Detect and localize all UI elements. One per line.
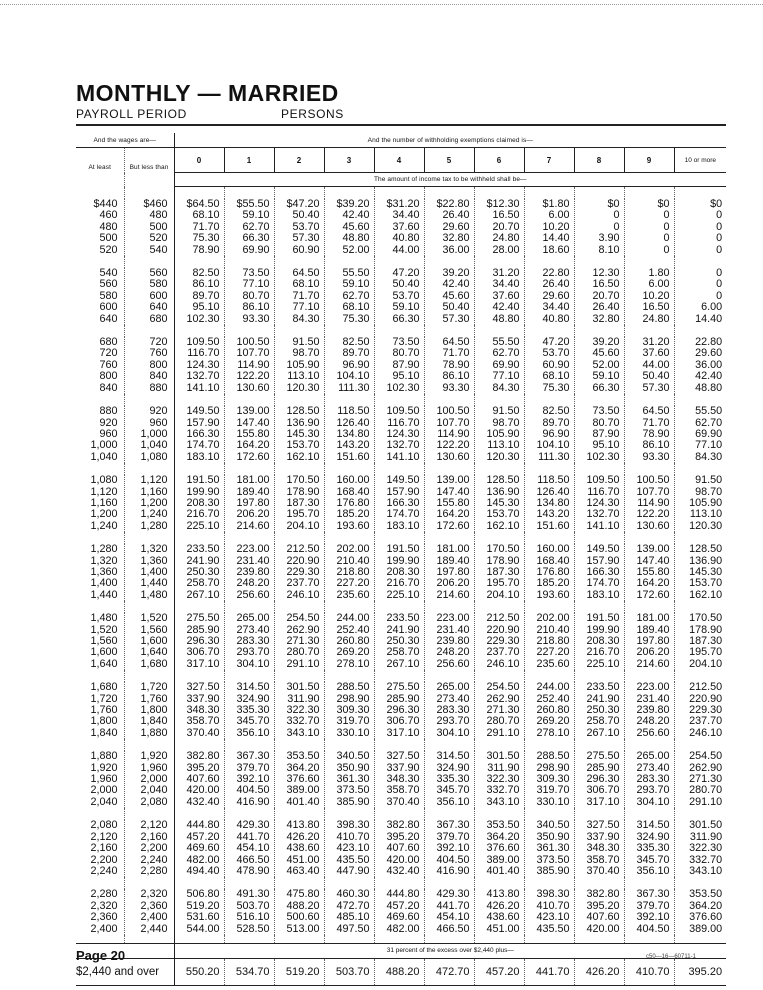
over-value-cell: 519.20 (274, 958, 324, 985)
tax-amount-cell: 202.00 210.40 218.80 227.20 235.60 (324, 544, 374, 601)
wage-less-than: 720 760 800 840 880 (124, 337, 174, 394)
tax-amount-cell: 413.80 426.20 438.60 451.00 (474, 889, 524, 935)
wage-at-least: 540 560 580 600 640 (99, 267, 118, 325)
amount-header: The amount of income tax to be withheld shall be— (174, 173, 726, 187)
tax-amount-cell: 444.80 457.20 469.60 482.00 494.40 (174, 820, 224, 877)
tax-amount-cell: 73.50 80.70 87.90 95.10 102.30 (574, 406, 624, 463)
tax-amount-cell: 91.50 98.70 105.90 113.10 120.30 (474, 406, 524, 463)
tax-amount-cell: 223.00 231.40 239.80 248.20 256.60 (224, 544, 274, 601)
tax-amount-cell: 475.80 488.20 500.60 513.00 (274, 889, 324, 935)
tax-amount-cell: 398.30 410.70 423.10 435.50 447.90 (324, 820, 374, 877)
table-row-group (76, 613, 726, 670)
wage-less-than: 1,120 1,160 1,200 1,240 1,280 (124, 475, 174, 532)
tax-amount-cell: 160.00 168.40 176.80 185.20 193.60 (524, 544, 574, 601)
tax-amount-cell: 0 0 0 6.00 14.40 (674, 268, 726, 325)
wage-less-than: 920 960 1,000 1,040 1,080 (124, 406, 174, 463)
tax-amount-cell: 382.80 395.20 407.60 420.00 432.40 (174, 751, 224, 808)
over-value-cell: 426.20 (574, 958, 624, 985)
tax-amount-cell: $0 0 0 0 0 (674, 199, 726, 256)
tax-amount-cell: 82.50 89.70 96.90 104.10 111.30 (324, 337, 374, 394)
tax-amount-cell: 47.20 50.40 53.70 59.10 66.30 (374, 268, 424, 325)
wage-at-least: 2,080 2,120 2,160 2,200 2,240 (90, 819, 118, 877)
tax-amount-cell: 100.50 107.70 114.90 122.20 130.60 (424, 406, 474, 463)
table-row-group (76, 544, 726, 601)
table-row-group (76, 268, 726, 325)
tax-amount-cell: 149.50 157.90 166.30 174.70 183.10 (174, 406, 224, 463)
tax-amount-cell: 191.50 199.90 208.30 216.70 225.10 (574, 613, 624, 670)
page-number: Page 20 (76, 948, 126, 963)
tax-amount-cell: 223.00 231.40 239.80 248.20 256.60 (624, 682, 674, 739)
tax-amount-cell: 265.00 273.40 283.30 293.70 304.10 (224, 613, 274, 670)
wage-less-than: 560 580 600 640 680 (124, 268, 174, 325)
tax-amount-cell: 170.50 178.90 187.30 195.70 204.10 (474, 544, 524, 601)
tax-amount-cell: 265.00 273.40 283.30 293.70 304.10 (624, 751, 674, 808)
tax-amount-cell: 367.30 379.70 392.10 404.50 416.90 (424, 820, 474, 877)
tax-amount-cell: 340.50 350.90 361.30 373.50 385.90 (324, 751, 374, 808)
tax-amount-cell: 22.80 26.40 29.60 34.40 40.80 (524, 268, 574, 325)
tax-amount-cell: 139.00 147.40 155.80 164.20 172.60 (424, 475, 474, 532)
tax-amount-cell: 202.00 210.40 218.80 227.20 235.60 (524, 613, 574, 670)
tax-amount-cell: 109.50 116.70 124.30 132.70 141.10 (574, 475, 624, 532)
exemptions-header: And the number of withholding exemptions claimed is— (174, 133, 726, 148)
tax-amount-cell: 55.50 62.70 69.90 77.10 84.30 (674, 406, 726, 463)
wage-less-than: 1,920 1,960 2,000 2,040 2,080 (124, 751, 174, 808)
tax-amount-cell: 233.50 241.90 250.30 258.70 267.10 (574, 682, 624, 739)
wage-less-than: $460 480 500 520 540 (124, 199, 174, 256)
tax-amount-cell: 244.00 252.40 260.80 269.20 278.10 (324, 613, 374, 670)
tax-amount-cell: $12.30 16.50 20.70 24.80 28.00 (474, 199, 524, 256)
table-row-group (76, 682, 726, 739)
tax-amount-cell: 91.50 98.70 105.90 113.10 120.30 (274, 337, 324, 394)
tax-amount-cell: 254.50 262.90 271.30 280.70 291.10 (674, 751, 726, 808)
tax-amount-cell: 506.80 519.20 531.60 544.00 (174, 889, 224, 935)
tax-amount-cell: 109.50 116.70 124.30 132.70 141.10 (174, 337, 224, 394)
tax-amount-cell: 353.50 364.20 376.60 389.00 401.40 (474, 820, 524, 877)
tax-amount-cell: 12.30 16.50 20.70 26.40 32.80 (574, 268, 624, 325)
wage-less-than: 1,720 1,760 1,800 1,840 1,880 (124, 682, 174, 739)
wage-at-least: 680 720 760 800 840 (99, 336, 118, 394)
wage-at-least: 2,280 2,320 2,360 2,400 (90, 888, 118, 935)
tax-amount-cell: 55.50 59.10 62.70 68.10 75.30 (324, 268, 374, 325)
over-value-cell: 441.70 (524, 958, 574, 985)
column-header: 2 (274, 148, 324, 173)
table-row-group (76, 751, 726, 808)
persons-label: PERSONS (281, 107, 344, 121)
tax-amount-cell: 254.50 262.90 271.30 280.70 291.10 (274, 613, 324, 670)
column-number-row (76, 148, 726, 173)
tax-amount-cell: 382.80 395.20 407.60 420.00 (574, 889, 624, 935)
tax-amount-cell: $39.20 42.40 45.60 48.80 52.00 (324, 199, 374, 256)
tax-amount-cell: 118.50 126.40 134.80 143.20 151.60 (324, 406, 374, 463)
page-title: MONTHLY — MARRIED (76, 80, 339, 106)
tax-amount-cell: 139.00 147.40 155.80 164.20 172.60 (624, 544, 674, 601)
over-value-cell: 410.70 (624, 958, 674, 985)
column-header: 0 (174, 148, 224, 173)
tax-amount-cell: 191.50 199.90 208.30 216.70 225.10 (174, 475, 224, 532)
tax-amount-cell: 212.50 220.90 229.30 237.70 246.10 (474, 613, 524, 670)
tax-amount-cell: 64.50 71.70 78.90 86.10 93.30 (424, 337, 474, 394)
tax-amount-cell: 275.50 285.90 296.30 306.70 317.10 (574, 751, 624, 808)
tax-amount-cell: 367.30 379.70 392.10 404.50 416.90 (224, 751, 274, 808)
tax-amount-cell: 288.50 298.90 309.30 319.70 330.10 (324, 682, 374, 739)
tax-amount-cell: 265.00 273.40 283.30 293.70 304.10 (424, 682, 474, 739)
over-value-cell: 395.20 (674, 958, 726, 985)
tax-amount-cell: $55.50 59.10 62.70 66.30 69.90 (224, 199, 274, 256)
tax-amount-cell: 223.00 231.40 239.80 248.20 256.60 (424, 613, 474, 670)
tax-amount-cell: 128.50 136.90 145.30 153.70 162.10 (674, 544, 726, 601)
tax-amount-cell: 181.00 189.40 197.80 206.20 214.60 (624, 613, 674, 670)
tax-amount-cell: 288.50 298.90 309.30 319.70 330.10 (524, 751, 574, 808)
table-row-group (76, 337, 726, 394)
tax-amount-cell: 170.50 178.90 187.30 195.70 204.10 (674, 613, 726, 670)
column-header: 8 (574, 148, 624, 173)
over-value-cell: 550.20 (174, 958, 224, 985)
tax-amount-cell: 275.50 285.90 296.30 306.70 317.10 (174, 613, 224, 670)
table-row-group (76, 199, 726, 256)
tax-amount-cell: 91.50 98.70 105.90 113.10 120.30 (674, 475, 726, 532)
tax-amount-cell: 314.50 324.90 335.30 345.70 356.10 (424, 751, 474, 808)
tax-amount-cell: 382.80 395.20 407.60 420.00 432.40 (374, 820, 424, 877)
withholding-table (76, 133, 726, 986)
tax-amount-cell: 181.00 189.40 197.80 206.20 214.60 (424, 544, 474, 601)
column-header: 1 (224, 148, 274, 173)
wage-at-least: 1,280 1,320 1,360 1,400 1,440 (90, 543, 118, 601)
table-row-group (76, 820, 726, 877)
tax-amount-cell: 233.50 241.90 250.30 258.70 267.10 (174, 544, 224, 601)
tax-amount-cell: 39.20 42.40 45.60 50.40 57.30 (424, 268, 474, 325)
tax-amount-cell: 254.50 262.90 271.30 280.70 291.10 (474, 682, 524, 739)
tax-amount-cell: 139.00 147.40 155.80 164.20 172.60 (224, 406, 274, 463)
tax-amount-cell: 118.50 126.40 134.80 143.20 151.60 (524, 475, 574, 532)
gpo-print-code: c50—16—60711-1 (646, 954, 696, 960)
tax-amount-cell: 1.80 6.00 10.20 16.50 24.80 (624, 268, 674, 325)
wage-at-least: 1,880 1,920 1,960 2,000 2,040 (90, 750, 118, 808)
tax-amount-cell: 444.80 457.20 469.60 482.00 (374, 889, 424, 935)
tax-amount-cell: 327.50 337.90 348.30 358.70 370.40 (574, 820, 624, 877)
over-value-cell: 472.70 (424, 958, 474, 985)
over-value-cell: 503.70 (324, 958, 374, 985)
tax-amount-cell: $47.20 50.40 53.70 57.30 60.90 (274, 199, 324, 256)
tax-amount-cell: 64.50 68.10 71.70 77.10 84.30 (274, 268, 324, 325)
over-row (76, 958, 726, 985)
wage-at-least: 1,080 1,120 1,160 1,200 1,240 (90, 474, 118, 532)
tax-amount-cell: 100.50 107.70 114.90 122.20 130.60 (224, 337, 274, 394)
tax-amount-cell: 181.00 189.40 197.80 206.20 214.60 (224, 475, 274, 532)
excess-note: 31 percent of the excess over $2,440 plus— (174, 943, 726, 958)
wage-less-than: 2,120 2,160 2,200 2,240 2,280 (124, 820, 174, 877)
tax-amount-cell: 429.30 441.70 454.10 466.50 478.90 (224, 820, 274, 877)
tax-amount-cell: 233.50 241.90 250.30 258.70 267.10 (374, 613, 424, 670)
tax-amount-cell: 491.30 503.70 516.10 528.50 (224, 889, 274, 935)
title-divider (76, 124, 726, 126)
column-header: 9 (624, 148, 674, 173)
wage-at-least: 1,480 1,520 1,560 1,600 1,640 (90, 612, 118, 670)
tax-amount-cell: 100.50 107.70 114.90 122.20 130.60 (624, 475, 674, 532)
tax-amount-cell: 212.50 220.90 229.30 237.70 246.10 (274, 544, 324, 601)
tax-amount-cell: $1.80 6.00 10.20 14.40 18.60 (524, 199, 574, 256)
tax-amount-cell: 39.20 45.60 52.00 59.10 66.30 (574, 337, 624, 394)
tax-amount-cell: $31.20 34.40 37.60 40.80 44.00 (374, 199, 424, 256)
column-header: 6 (474, 148, 524, 173)
tax-amount-cell: 429.30 441.70 454.10 466.50 (424, 889, 474, 935)
column-header: 5 (424, 148, 474, 173)
but-less-than-header: But less than (124, 148, 174, 187)
column-header: 4 (374, 148, 424, 173)
tax-amount-cell: 301.50 311.90 322.30 332.70 343.10 (674, 820, 726, 877)
column-header: 7 (524, 148, 574, 173)
tax-amount-cell: 149.50 157.90 166.30 174.70 183.10 (574, 544, 624, 601)
tax-amount-cell: 128.50 136.90 145.30 153.70 162.10 (474, 475, 524, 532)
wage-less-than: 1,320 1,360 1,400 1,440 1,480 (124, 544, 174, 601)
payroll-period-label: PAYROLL PERIOD (76, 107, 187, 121)
tax-amount-cell: 31.20 34.40 37.60 42.40 48.80 (474, 268, 524, 325)
table-header-row (76, 133, 726, 148)
tax-amount-cell: 398.30 410.70 423.10 435.50 (524, 889, 574, 935)
tax-amount-cell: 301.50 311.90 322.30 332.70 343.10 (474, 751, 524, 808)
tax-amount-cell: 353.50 364.20 376.60 389.00 (674, 889, 726, 935)
table-row-group (76, 406, 726, 463)
tax-amount-cell: 327.50 337.90 348.30 358.70 370.40 (174, 682, 224, 739)
wage-at-least: 1,680 1,720 1,760 1,800 1,840 (90, 681, 118, 739)
amount-header-row (76, 173, 726, 187)
tax-amount-cell: $64.50 68.10 71.70 75.30 78.90 (174, 199, 224, 256)
tax-amount-cell: 73.50 80.70 87.90 95.10 102.30 (374, 337, 424, 394)
column-header: 10 or more (674, 148, 726, 173)
tax-amount-cell: 413.80 426.20 438.60 451.00 463.40 (274, 820, 324, 877)
at-least-header: At least (88, 163, 111, 171)
tax-amount-cell: 82.50 89.70 96.90 104.10 111.30 (524, 406, 574, 463)
column-header: 3 (324, 148, 374, 173)
tax-amount-cell: 301.50 311.90 322.30 332.70 343.10 (274, 682, 324, 739)
tax-amount-cell: 170.50 178.90 187.30 195.70 204.10 (274, 475, 324, 532)
tax-amount-cell: 314.50 324.90 335.30 345.70 356.10 (224, 682, 274, 739)
over-value-cell: 534.70 (224, 958, 274, 985)
tax-amount-cell: 212.50 220.90 229.30 237.70 246.10 (674, 682, 726, 739)
tax-amount-cell: $0 0 0 0 0 (624, 199, 674, 256)
tax-amount-cell: $22.80 26.40 29.60 32.80 36.00 (424, 199, 474, 256)
tax-amount-cell: 275.50 285.90 296.30 306.70 317.10 (374, 682, 424, 739)
top-dotted-rule (0, 4, 763, 5)
tax-amount-cell: 160.00 168.40 176.80 185.20 193.60 (324, 475, 374, 532)
tax-amount-cell: 82.50 86.10 89.70 95.10 102.30 (174, 268, 224, 325)
tax-amount-cell: 47.20 53.70 60.90 68.10 75.30 (524, 337, 574, 394)
over-label: $2,440 and over (76, 958, 174, 985)
tax-amount-cell: 367.30 379.70 392.10 404.50 (624, 889, 674, 935)
tax-amount-cell: 314.50 324.90 335.30 345.70 356.10 (624, 820, 674, 877)
tax-amount-cell: 109.50 116.70 124.30 132.70 141.10 (374, 406, 424, 463)
wage-at-least: $440 460 480 500 520 (93, 198, 118, 256)
tax-amount-cell: 191.50 199.90 208.30 216.70 225.10 (374, 544, 424, 601)
tax-amount-cell: 64.50 71.70 78.90 86.10 93.30 (624, 406, 674, 463)
tax-amount-cell: 460.30 472.70 485.10 497.50 (324, 889, 374, 935)
tax-amount-cell: 22.80 29.60 36.00 42.40 48.80 (674, 337, 726, 394)
over-value-cell: 457.20 (474, 958, 524, 985)
tax-amount-cell: $0 0 0 3.90 8.10 (574, 199, 624, 256)
wage-less-than: 1,520 1,560 1,600 1,640 1,680 (124, 613, 174, 670)
tax-amount-cell: 128.50 136.90 145.30 153.70 162.10 (274, 406, 324, 463)
tax-amount-cell: 353.50 364.20 376.60 389.00 401.40 (274, 751, 324, 808)
tax-amount-cell: 244.00 252.40 260.80 269.20 278.10 (524, 682, 574, 739)
over-value-cell: 488.20 (374, 958, 424, 985)
tax-amount-cell: 340.50 350.90 361.30 373.50 385.90 (524, 820, 574, 877)
table-row-group (76, 475, 726, 532)
tax-amount-cell: 31.20 37.60 44.00 50.40 57.30 (624, 337, 674, 394)
table-row-group (76, 889, 726, 935)
wage-at-least: 880 920 960 1,000 1,040 (90, 405, 118, 463)
tax-amount-cell: 73.50 77.10 80.70 86.10 93.30 (224, 268, 274, 325)
tax-amount-cell: 327.50 337.90 348.30 358.70 370.40 (374, 751, 424, 808)
wages-header: And the wages are— (76, 133, 174, 148)
tax-amount-cell: 149.50 157.90 166.30 174.70 183.10 (374, 475, 424, 532)
wage-less-than: 2,320 2,360 2,400 2,440 (124, 889, 174, 935)
tax-amount-cell: 55.50 62.70 69.90 77.10 84.30 (474, 337, 524, 394)
